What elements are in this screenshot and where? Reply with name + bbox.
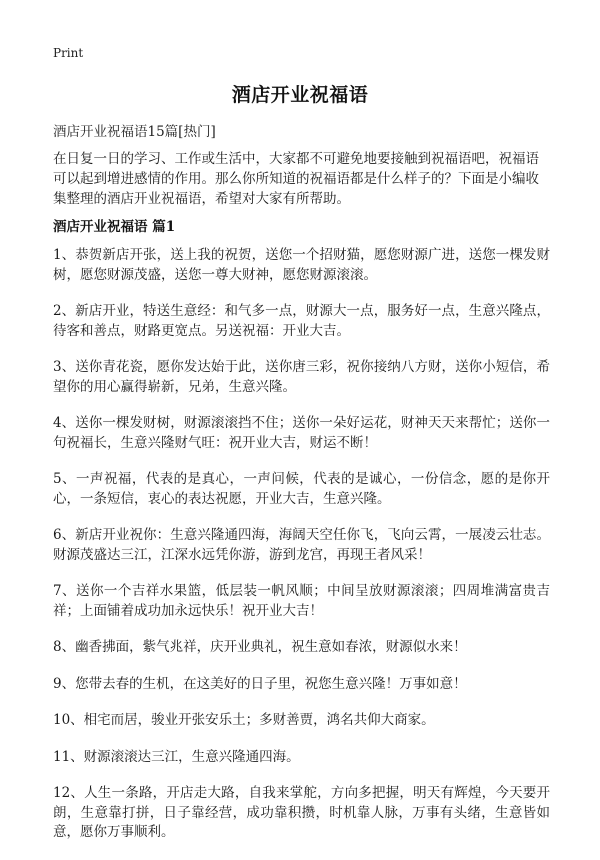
section-heading: 酒店开业祝福语 篇1 [53, 219, 176, 235]
list-item: 8、幽香拂面，紫气兆祥，庆开业典礼，祝生意如春浓，财源似水来！ [53, 639, 467, 655]
list-item: 3、送你青花瓷，愿你发达始于此，送你唐三彩，祝你接纳八方财，送你小短信，希望你的用心赢得崭新，兄弟，生意兴隆。 [53, 359, 550, 395]
list-item: 11、财源滚滚达三江，生意兴隆通四海。 [53, 748, 300, 765]
list-item: 12、人生一条路，开店走大路，自我来掌舵，方向多把握，明天有辉煌，今天要开朗，生意靠打拼，日子靠经营，成功靠积攒，时机靠人脉，万事有头绪，生意皆如意，愿你万事顺利。 [53, 785, 550, 840]
list-item: 7、送你一个吉祥水果篮，低层装一帆风顺；中间呈放财源滚滚；四周堆满富贵吉祥；上面铺着成功加永远快乐！祝开业大吉！ [53, 583, 550, 619]
list-item: 2、新店开业，特送生意经：和气多一点，财源大一点，服务好一点，生意兴隆点，待客和善点，财路更宽点。另送祝福：开业大吉。 [53, 303, 550, 339]
print-link[interactable]: Print [53, 46, 84, 60]
list-item: 9、您带去春的生机，在这美好的日子里，祝您生意兴隆！万事如意！ [53, 675, 467, 692]
document-subtitle: 酒店开业祝福语15篇[热门] [53, 124, 216, 140]
wish-list [53, 246, 550, 860]
list-item: 4、送你一棵发财树，财源滚滚挡不住；送你一朵好运花，财神天天来帮忙；送你一句祝福长，生意兴隆财气旺：祝开业大吉，财运不断！ [53, 415, 550, 451]
page-title: 酒店开业祝福语 [231, 84, 369, 106]
list-item: 10、相宅而居，骏业开张安乐土；多财善贾，鸿名共仰大商家。 [53, 712, 435, 728]
list-item: 5、一声祝福，代表的是真心，一声问候，代表的是诚心，一份信念，愿的是你开心，一条短信，衷心的表达祝愿，开业大吉，生意兴隆。 [53, 471, 550, 507]
list-item: 6、新店开业祝你：生意兴隆通四海，海阔天空任你飞，飞向云霄，一展凌云壮志。财源茂盛达三江，江深水远凭你游，游到龙宫，再现王者风采！ [53, 527, 550, 563]
intro-paragraph: 在日复一日的学习、工作或生活中，大家都不可避免地要接触到祝福语吧，祝福语可以起到增进感情的作用。那么你所知道的祝福语都是什么样子的？下面是小编收集整理的酒店开业祝福语，希望对大家有所帮助。 [53, 151, 539, 207]
list-item: 1、恭贺新店开张，送上我的祝贺，送您一个招财猫，愿您财源广进，送您一棵发财树，愿您财源茂盛，送您一尊大财神，愿您财源滚滚。 [53, 247, 550, 283]
